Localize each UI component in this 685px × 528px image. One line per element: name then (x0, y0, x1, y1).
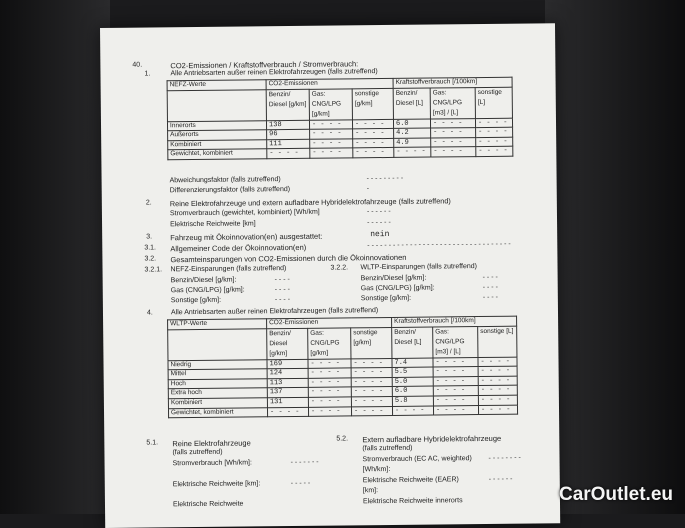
car-seat-left (0, 0, 110, 514)
abweichungsfaktor-label: Abweichungsfaktor (falls zutreffend) (169, 176, 281, 185)
item-number: 3.2.2. (330, 264, 349, 272)
differenzierungsfaktor-label: Differenzierungsfaktor (falls zutreffend) (169, 186, 291, 195)
watermark-logo: CarOutlet.eu (558, 484, 673, 505)
einsparung-value: - - - - (274, 296, 291, 304)
column-header: Gas: CNG/LPG [g/km] (309, 88, 352, 119)
code-value: - - - - - - - - - - - - - - - - - - - - - - - - - - - - - - - - - - (367, 240, 511, 250)
table-header: Kraftstoffverbrauch [/100km] (392, 316, 517, 327)
code-label: Allgemeiner Code der Ökoinnovation(en) (170, 242, 307, 254)
column-header: Gas: CNG/LPG [m3] / [L] (433, 326, 478, 357)
einsparung-label: Gas (CNG/LPG) [g/km]: (170, 286, 245, 295)
section-title: Extern aufladbare Hybridelektrofahrzeuge (362, 433, 502, 445)
einsparung-label: Gas (CNG/LPG) [g/km]: (360, 284, 435, 293)
item-number: 3.1. (144, 244, 157, 252)
column-header: Gas: CNG/LPG [m3] / [L] (430, 87, 475, 118)
einsparung-label: Sonstige [g/km]: (170, 296, 222, 305)
table-row: Kombiniert 131 - - - - - - - - 5.8 - - - - - - - - (168, 395, 517, 408)
section-title: Alle Antriebsarten außer reinen Elektrofahrzeugen (falls zutreffend) (170, 68, 378, 78)
wltp-einsparungen-title: WLTP-Einsparungen (falls zutreffend) (360, 263, 478, 272)
table-header: NEFZ-Werte (167, 80, 266, 91)
table-header: Kraftstoffverbrauch [/100km] (393, 77, 512, 88)
table-row: Kombiniert 111 - - - - - - - - 4.9 - - - - - - - - (168, 137, 513, 150)
einsparung-value: - - - - (482, 293, 499, 302)
column-header: Benzin/ Diesel [L] (392, 327, 433, 358)
section-subtitle: (falls zutreffend) (362, 444, 413, 453)
stromverbrauch-label: Stromverbrauch (gewichtet, kombiniert) [Wh/km] (169, 208, 320, 218)
einsparung-label: Sonstige [g/km]: (360, 294, 412, 303)
section-title: Reine Elektrofahrzeuge (172, 438, 251, 449)
oekoinnovation-value: nein (370, 229, 390, 240)
section-title: Reine Elektrofahrzeuge und extern aufladbare Hybridelektrofahrzeuge (falls zutreffend) (169, 196, 451, 209)
item-number: 3. (146, 233, 153, 241)
reichweite-value: - - - - - - (488, 475, 513, 483)
car-seat-right (545, 0, 685, 514)
column-header: sonstige [L] (475, 87, 512, 118)
wltp-table (167, 316, 518, 419)
column-header: sonstige [g/km] (352, 88, 393, 119)
column-header: Gas: CNG/LPG [g/km] (308, 327, 351, 358)
document-sheet (100, 23, 560, 528)
item-number: 3.2. (144, 255, 157, 263)
einsparung-value: - - - - (274, 276, 290, 284)
table-row: Niedrig 169 - - - - - - - - 7.4 - - - - - - - - (168, 357, 517, 370)
column-header: Benzin/ Diesel [g/km] (267, 328, 308, 359)
reichweite-label: Elektrische Reichweite [km] (170, 220, 256, 229)
column-header: Benzin/ Diesel [L] (393, 88, 430, 119)
table-row: Innerorts 138 - - - - - - - - 6.0 - - - - - - - - (167, 118, 512, 131)
reichweite-label: Elektrische Reichweite (172, 500, 244, 509)
unit-label: [Wh/km]: (362, 465, 391, 474)
einsparungen-title: Gesamteinsparungen von CO2-Emissionen durch die Ökoinnovationen (170, 252, 407, 265)
item-number: 5.2. (336, 435, 349, 443)
stromverbrauch-value: - - - - - - - - (488, 454, 521, 462)
nefz-einsparungen-title: NEFZ-Einsparungen (falls zutreffend) (170, 265, 287, 274)
einsparung-label: Benzin/Diesel [g/km]: (170, 276, 237, 285)
einsparung-value: - - - - (274, 286, 290, 294)
document-title: CO2-Emissionen / Kraftstoffverbrauch / Stromverbrauch: (170, 59, 359, 71)
reichweite-label: Elektrische Reichweite (EAER) (362, 476, 459, 485)
table-row: Gewichtet, kombiniert - - - - - - - - - - - - - - - - - - - - - - - - (168, 147, 513, 160)
reichweite-label: Elektrische Reichweite [km]: (172, 480, 261, 489)
table-row: Extra hoch 137 - - - - - - - - 6.0 - - - - - - - - (168, 386, 517, 399)
section-title: Alle Antriebsarten außer reinen Elektrofahrzeugen (falls zutreffend) (170, 307, 379, 317)
column-header: sonstige [L] (478, 326, 517, 357)
column-header: Benzin/ Diesel [g/km] (266, 89, 309, 120)
table-row: Gewichtet, kombiniert - - - - - - - - - - - - - - - - - - - - - - - - (168, 405, 517, 418)
stromverbrauch-value: - - - - - - (366, 207, 391, 216)
table-header: WLTP-Werte (168, 319, 267, 330)
item-number: 1. (144, 70, 151, 78)
oekoinnovation-label: Fahrzeug mit Ökoinnovation(en) ausgestattet: (170, 231, 323, 243)
stromverbrauch-value: - - - - - - - (290, 458, 319, 467)
reichweite-value: - - - - - (290, 479, 311, 488)
table-row: Außerorts 96 - - - - - - - - 4.2 - - - - - - - - (168, 127, 513, 140)
stromverbrauch-label: Stromverbrauch (EC AC, weighted) (362, 455, 472, 464)
item-number: 3.2.1. (144, 266, 163, 274)
reichweite-value: - - - - - - (367, 218, 391, 227)
unit-label: [km]: (362, 487, 379, 495)
column-header: sonstige [g/km] (351, 327, 392, 358)
item-number: 2. (145, 199, 152, 207)
item-number: 5.1. (146, 439, 159, 447)
einsparung-value: - - - - (482, 273, 498, 282)
section-subtitle: (falls zutreffend) (172, 448, 223, 457)
einsparung-value: - - - - (482, 283, 498, 292)
abweichungsfaktor-value: - - - - - - - - - (366, 174, 404, 183)
einsparung-label: Benzin/Diesel [g/km]: (360, 274, 427, 283)
stromverbrauch-label: Stromverbrauch [Wh/km]: (172, 459, 252, 468)
nefz-table (167, 77, 514, 161)
table-header: CO2-Emissionen (267, 317, 392, 328)
item-number: 40. (132, 61, 143, 69)
table-row: Mittel 124 - - - - - - - - 5.5 - - - - - - - - (168, 366, 517, 379)
differenzierungsfaktor-value: - (366, 185, 370, 193)
reichweite-label: Elektrische Reichweite innerorts (362, 497, 463, 506)
table-header: CO2-Emissionen (266, 78, 393, 89)
item-number: 4. (146, 309, 153, 317)
table-row: Hoch 113 - - - - - - - - 5.0 - - - - - - - - (168, 376, 517, 389)
